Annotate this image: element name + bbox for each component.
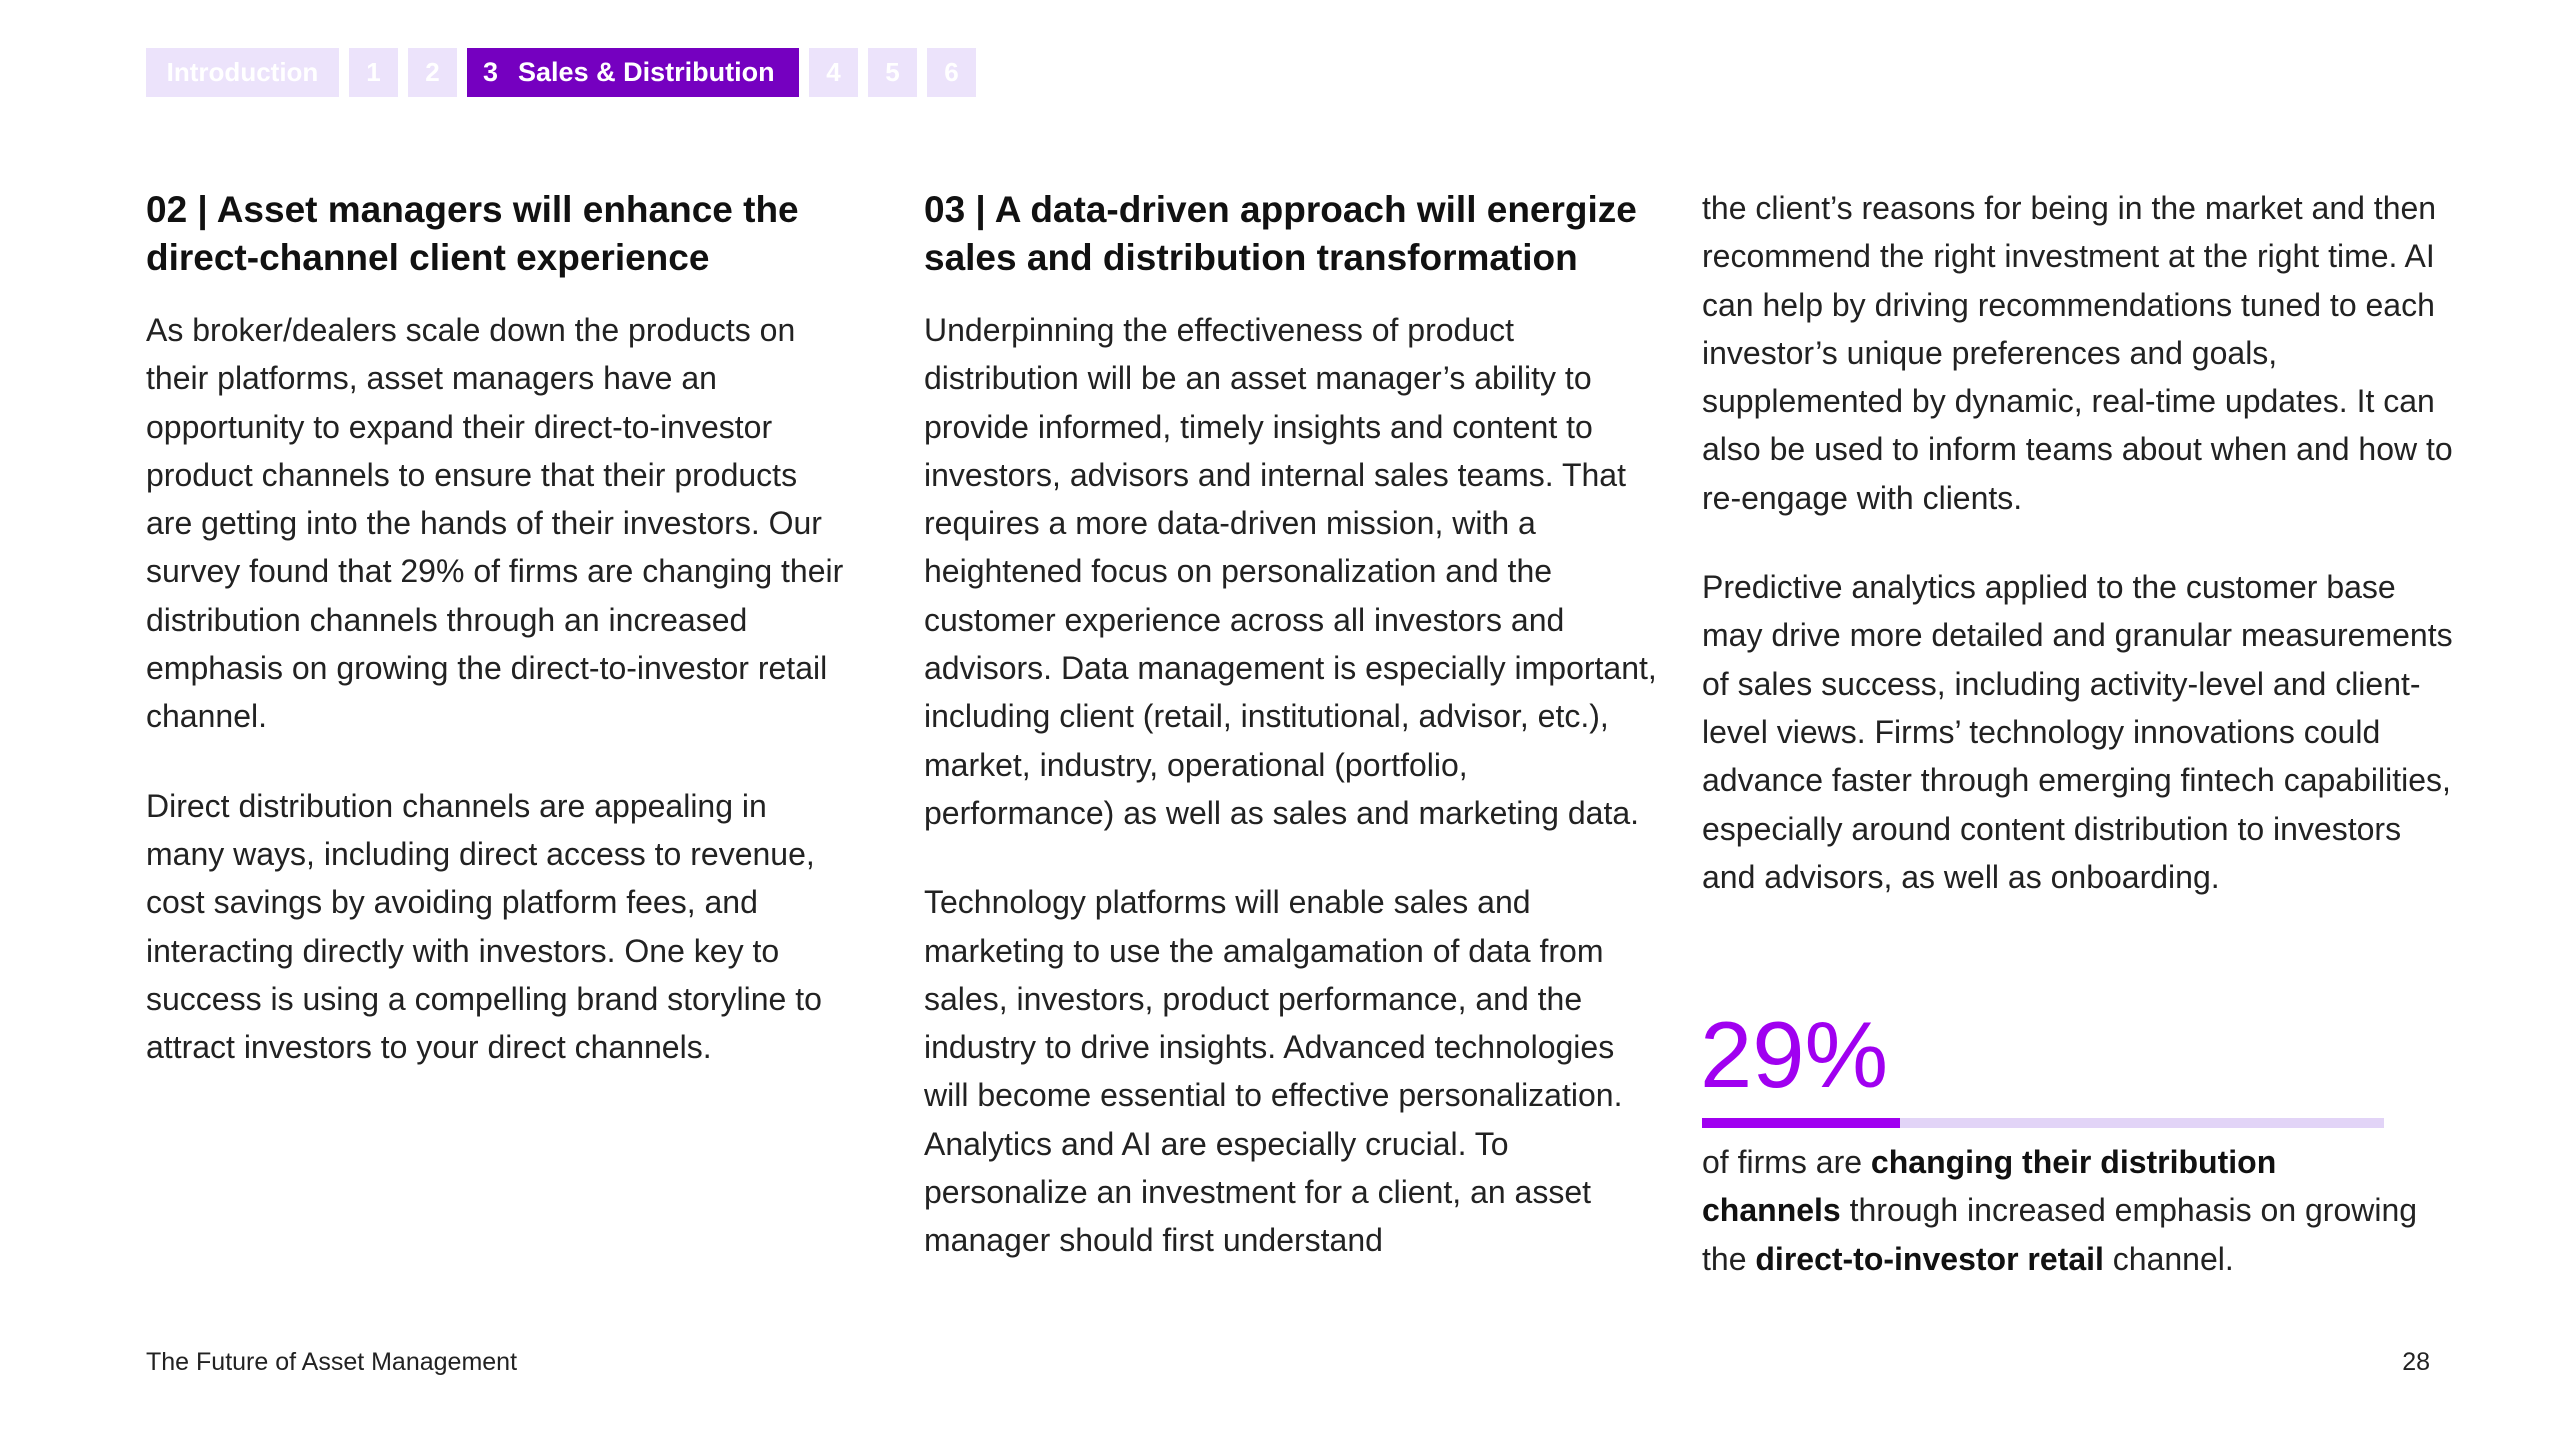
section-nav [146, 48, 986, 97]
heading-03: 03 | A data-driven approach will energize sales and distribution transformation [924, 189, 1637, 278]
stat-value: 29% [1700, 1002, 1889, 1107]
stat-caption-bold-2: direct-to-investor retail [1755, 1240, 2104, 1277]
col3-paragraph-1: the client’s reasons for being in the market and then recommend the right investment at the right time. AI can help by driving recommendations tuned to each investor’s unique preferences and goals, supplemented by dynamic, real-time updates. It can also be used to inform teams about when and how to re-engage with clients. [1702, 190, 2453, 516]
stat-caption [1702, 1138, 2422, 1283]
footer-title: The Future of Asset Management [146, 1348, 518, 1376]
stat-caption-a: of firms are [1702, 1144, 1871, 1180]
tab-active-number: 3 [483, 57, 499, 87]
tab-1[interactable]: 1 [349, 48, 398, 97]
tab-6[interactable]: 6 [927, 48, 976, 97]
tab-2[interactable]: 2 [408, 48, 457, 97]
tab-active-label: Sales & Distribution [518, 57, 775, 87]
tab-5[interactable]: 5 [868, 48, 917, 97]
column-data-driven [924, 186, 1664, 1306]
heading-02: 02 | Asset managers will enhance the direct-channel client experience [146, 189, 799, 278]
stat-progress-bar [1702, 1118, 2384, 1128]
col3-paragraph-2: Predictive analytics applied to the customer base may drive more detailed and granular measurements of sales success, including activity-level and client-level views. Firms’ technology innovations could advance faster through emerging fintech capabilities, especially around content distribution to investors and advisors, as well as onboarding. [1702, 569, 2453, 895]
stat-caption-bold-1: changing their distribution channels [1702, 1144, 2277, 1229]
col2-paragraph-2: Technology platforms will enable sales and marketing to use the amalgamation of data from sales, investors, product performance, and the industry to drive insights. Advanced technologies will become essential to effective personalization. Analytics and AI are especially crucial. To personalize an investment for a client, an asset manager should first understand [924, 884, 1623, 1259]
column-continued [1702, 184, 2462, 942]
page-number: 28 [2402, 1348, 2430, 1376]
column-asset-managers [146, 186, 846, 1112]
col1-paragraph-2: Direct distribution channels are appealing in many ways, including direct access to revenue, cost savings by avoiding platform fees, and interacting directly with investors. One key to success is using a compelling brand storyline to attract investors to your direct channels. [146, 787, 822, 1066]
stat-caption-c: through increased emphasis on growing the [1702, 1192, 2418, 1277]
stat-caption-e: channel. [2103, 1240, 2234, 1277]
tab-introduction[interactable]: Introduction [146, 48, 339, 97]
col1-paragraph-1: As broker/dealers scale down the products on their platforms, asset managers have an opportunity to expand their direct-to-investor product channels to ensure that their products are getting into the hands of their investors. Our survey found that 29% of firms are changing their distribution channels through an increased emphasis on growing the direct-to-investor retail channel. [146, 312, 844, 735]
tab-sales-distribution[interactable] [467, 48, 799, 97]
stat-progress-fill [1702, 1118, 1900, 1128]
tab-4[interactable]: 4 [809, 48, 858, 97]
col2-paragraph-1: Underpinning the effectiveness of product distribution will be an asset manager’s ability to provide informed, timely insights and content to investors, advisors and internal sales teams. That requires a more data-driven mission, with a heightened focus on personalization and the customer experience across all investors and advisors. Data management is especially important, including client (retail, institutional, advisor, etc.), market, industry, operational (portfolio, performance) as well as sales and marketing data. [924, 312, 1657, 831]
